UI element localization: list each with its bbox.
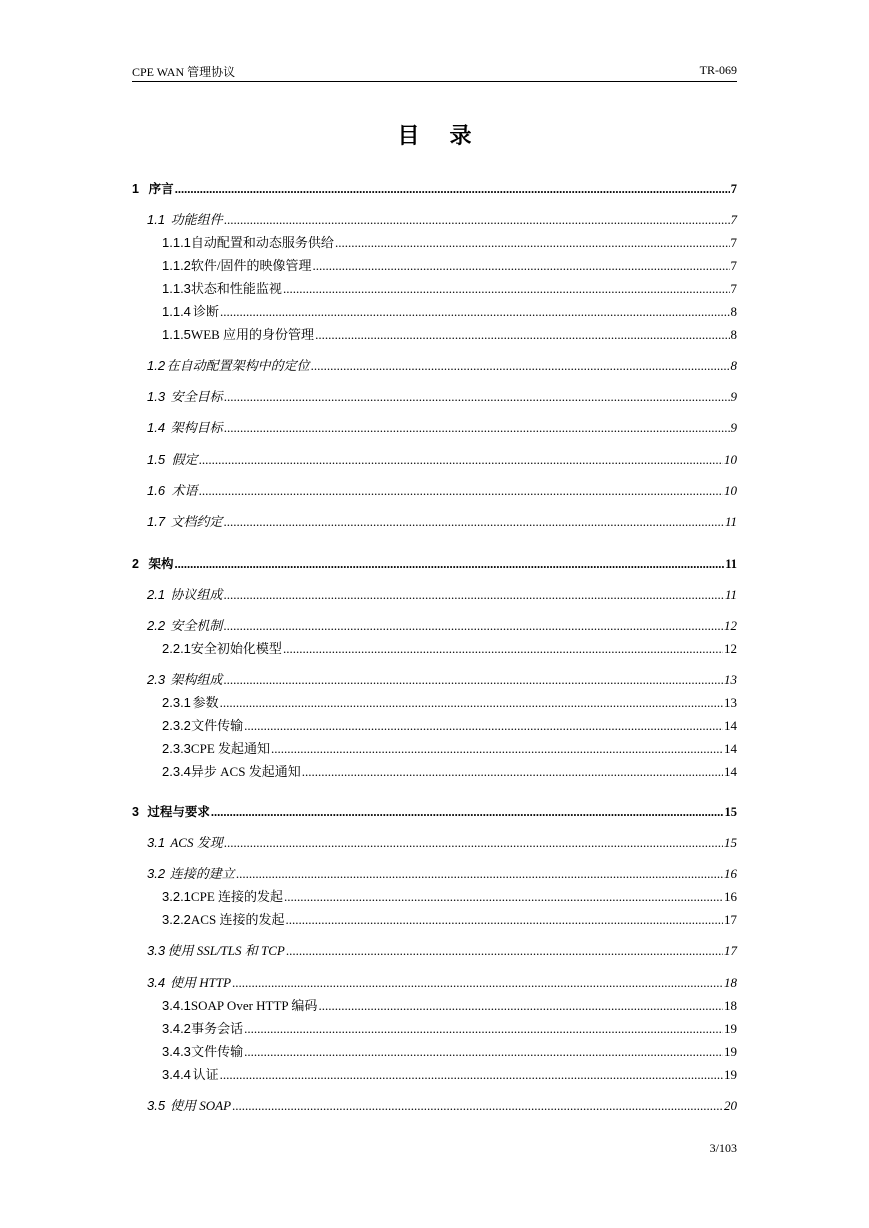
toc-entry-page: 8 [730, 327, 737, 342]
toc-entry-page: 12 [724, 641, 737, 656]
toc-entry-title: 安全初始化模型 [190, 641, 282, 656]
toc-entry-number: 1.1.4 [162, 304, 191, 319]
toc-entry-page: 20 [724, 1098, 737, 1113]
toc-entry-title: 使用 SOAP [169, 1098, 232, 1113]
toc-entry-number: 1.1.1 [162, 235, 191, 250]
toc-dot-leader [318, 997, 723, 1015]
toc-entry-number: 3 [132, 805, 139, 819]
toc-dot-leader [232, 1097, 723, 1115]
toc-entry-number: 3.4.1 [162, 998, 191, 1013]
toc-entry-page: 14 [724, 718, 737, 733]
toc-entry-page: 8 [730, 358, 737, 373]
toc-entry-number: 3.5 [147, 1098, 166, 1113]
toc-dot-leader [271, 740, 723, 758]
toc-entry-level3[interactable] [162, 280, 737, 298]
toc-entry-title: 安全目标 [170, 389, 223, 404]
toc-entry-number: 3.4.2 [162, 1021, 191, 1036]
toc-entry-level2[interactable] [147, 419, 737, 437]
toc-entry-level2[interactable] [147, 357, 737, 375]
toc-dot-leader [223, 617, 723, 635]
toc-entry-number: 1.2 [147, 358, 166, 373]
toc-entry-number: 1 [132, 182, 139, 196]
toc-entry-title: 状态和性能监视 [190, 281, 282, 296]
toc-entry-title: 使用 SSL/TLS 和 TCP [167, 943, 285, 958]
toc-entry-page: 7 [730, 235, 737, 250]
toc-entry-page: 11 [724, 514, 737, 529]
toc-dot-leader [223, 671, 723, 689]
toc-dot-leader [223, 586, 724, 604]
toc-entry-level2[interactable] [147, 834, 737, 852]
toc-entry-number: 1.1.5 [162, 327, 191, 342]
toc-entry-page: 7 [730, 258, 737, 273]
toc-dot-leader [302, 763, 723, 781]
toc-entry-title: 假定 [171, 452, 198, 467]
toc-entry-title: 架构目标 [170, 420, 223, 435]
toc-entry-page: 19 [724, 1044, 737, 1059]
toc-entry-title: 认证 [192, 1067, 219, 1082]
toc-entry-title: CPE 发起通知 [190, 741, 271, 756]
toc-dot-leader [224, 388, 730, 406]
toc-entry-title: 序言 [148, 182, 174, 196]
toc-entry-number: 2.2 [147, 618, 166, 633]
toc-entry-title: 功能组件 [170, 212, 223, 227]
toc-entry-number: 2.3.4 [162, 764, 191, 779]
toc-entry-number: 1.1.3 [162, 281, 191, 296]
toc-entry-page: 19 [724, 1067, 737, 1082]
toc-entry-page: 15 [724, 805, 737, 819]
page-number: 3/103 [709, 1141, 737, 1155]
toc-entry-title: 事务会话 [191, 1021, 244, 1036]
toc-entry-level3[interactable] [162, 257, 737, 275]
toc-entry-page: 14 [724, 741, 737, 756]
toc-dot-leader [313, 257, 730, 275]
toc-dot-leader [175, 180, 730, 198]
running-header-title: CPE WAN 管理协议 [132, 65, 236, 79]
toc-entry-level3[interactable] [162, 303, 737, 321]
toc-entry-page: 7 [730, 281, 737, 296]
toc-entry-level3[interactable] [162, 1066, 737, 1084]
toc-entry-page: 13 [724, 695, 737, 710]
toc-entry-level2[interactable] [147, 388, 737, 406]
toc-entry-title: 文件传输 [191, 1044, 244, 1059]
toc-dot-leader [284, 888, 723, 906]
toc-entry-page: 9 [730, 389, 737, 404]
toc-dot-leader [224, 419, 730, 437]
toc-entry-level2[interactable] [147, 617, 737, 635]
header-rule [132, 81, 737, 82]
toc-entry-title: 协议组成 [170, 587, 223, 602]
toc-entry-page: 18 [724, 975, 737, 990]
toc-entry-level3[interactable] [162, 717, 737, 735]
toc-entry-page: 11 [724, 587, 737, 602]
toc-entry-page: 14 [724, 764, 737, 779]
toc-entry-level3[interactable] [162, 694, 737, 712]
toc-entry-title: 过程与要求 [147, 805, 210, 819]
toc-entry-title: 架构组成 [170, 672, 223, 687]
toc-dot-leader [335, 234, 730, 252]
toc-entry-level1[interactable] [132, 803, 737, 821]
toc-entry-level1[interactable] [132, 180, 737, 198]
toc-entry-number: 1.1 [147, 212, 166, 227]
toc-dot-leader [244, 1043, 723, 1061]
toc-entry-page: 8 [730, 304, 737, 319]
toc-entry-title: 自动配置和动态服务供给 [190, 235, 334, 250]
toc-entry-number: 3.4.3 [162, 1044, 191, 1059]
toc-entry-level2[interactable] [147, 451, 737, 469]
toc-entry-number: 1.1.2 [162, 258, 191, 273]
toc-entry-page: 11 [725, 557, 737, 571]
toc-entry-number: 1.6 [147, 483, 166, 498]
toc-entry-title: 架构 [148, 557, 174, 571]
toc-entry-page: 7 [730, 212, 737, 227]
toc-entry-title: 文档约定 [170, 514, 223, 529]
toc-dot-leader [220, 694, 723, 712]
toc-entry-number: 2.2.1 [162, 641, 191, 656]
toc-entry-level3[interactable] [162, 888, 737, 906]
toc-entry-level2[interactable] [147, 974, 737, 992]
toc-entry-title: 软件/固件的映像管理 [190, 258, 312, 273]
toc-dot-leader [211, 803, 724, 821]
toc-entry-number: 3.2.2 [162, 912, 191, 927]
toc-entry-number: 2.3.2 [162, 718, 191, 733]
toc-entry-level2[interactable] [147, 865, 737, 883]
toc-entry-page: 18 [724, 998, 737, 1013]
toc-entry-page: 15 [724, 835, 737, 850]
toc-entry-level3[interactable] [162, 911, 737, 929]
toc-entry-level3[interactable] [162, 640, 737, 658]
toc-entry-number: 3.2 [147, 866, 166, 881]
toc-dot-leader [220, 303, 730, 321]
toc-entry-page: 16 [724, 889, 737, 904]
toc-dot-leader [311, 357, 730, 375]
toc-entry-number: 1.7 [147, 514, 166, 529]
toc-entry-level3[interactable] [162, 326, 737, 344]
toc-dot-leader [232, 974, 723, 992]
toc-entry-number: 2.3 [147, 672, 166, 687]
toc-entry-title: 使用 HTTP [169, 975, 232, 990]
toc-entry-level3[interactable] [162, 997, 737, 1015]
toc-dot-leader [286, 942, 723, 960]
toc-entry-number: 3.4.4 [162, 1067, 191, 1082]
toc-entry-title: 在自动配置架构中的定位 [166, 358, 310, 373]
toc-entry-title: ACS 连接的发起 [190, 912, 285, 927]
toc-entry-number: 2.3.3 [162, 741, 191, 756]
toc-entry-page: 12 [724, 618, 737, 633]
toc-entry-level2[interactable] [147, 1097, 737, 1115]
toc-entry-level2[interactable] [147, 942, 737, 960]
toc-entry-page: 17 [724, 912, 737, 927]
toc-dot-leader [224, 211, 730, 229]
toc-dot-leader [315, 326, 729, 344]
toc-entry-number: 3.4 [147, 975, 166, 990]
toc-entry-title: 参数 [192, 695, 219, 710]
toc-entry-page: 10 [724, 483, 737, 498]
toc-dot-leader [285, 911, 723, 929]
toc-entry-title: CPE 连接的发起 [190, 889, 284, 904]
toc-entry-title: ACS 发现 [170, 835, 223, 850]
toc-entry-title: 术语 [171, 483, 198, 498]
toc-entry-number: 3.1 [147, 835, 166, 850]
toc-dot-leader [199, 482, 723, 500]
toc-entry-title: 连接的建立 [169, 866, 235, 881]
toc-entry-page: 17 [724, 943, 737, 958]
toc-dot-leader [199, 451, 723, 469]
toc-dot-leader [223, 513, 724, 531]
toc-entry-level2[interactable] [147, 586, 737, 604]
toc-dot-leader [244, 1020, 723, 1038]
toc-entry-number: 2.1 [147, 587, 166, 602]
toc-entry-level2[interactable] [147, 513, 737, 531]
toc-entry-level2[interactable] [147, 671, 737, 689]
toc-entry-number: 2 [132, 557, 139, 571]
toc-entry-title: SOAP Over HTTP 编码 [190, 998, 318, 1013]
running-header-doc-id: TR-069 [699, 63, 737, 77]
toc-entry-level2[interactable] [147, 211, 737, 229]
toc-entry-level3[interactable] [162, 234, 737, 252]
toc-entry-page: 9 [730, 420, 737, 435]
toc-entry-title: 文件传输 [191, 718, 244, 733]
toc-entry-level3[interactable] [162, 1043, 737, 1061]
toc-dot-leader [236, 865, 723, 883]
toc-entry-level2[interactable] [147, 482, 737, 500]
toc-entry-number: 1.4 [147, 420, 166, 435]
toc-dot-leader [220, 1066, 723, 1084]
toc-entry-number: 3.2.1 [162, 889, 191, 904]
toc-dot-leader [175, 555, 725, 573]
toc-dot-leader [224, 834, 723, 852]
toc-entry-title: WEB 应用的身份管理 [190, 327, 315, 342]
toc-dot-leader [244, 717, 723, 735]
toc-entry-level3[interactable] [162, 763, 737, 781]
toc-entry-level3[interactable] [162, 1020, 737, 1038]
toc-entry-level1[interactable] [132, 555, 737, 573]
toc-entry-page: 16 [724, 866, 737, 881]
toc-entry-number: 3.3 [147, 943, 166, 958]
toc-entry-page: 19 [724, 1021, 737, 1036]
toc-heading: 目录 [397, 123, 502, 148]
toc-entry-level3[interactable] [162, 740, 737, 758]
toc-entry-number: 2.3.1 [162, 695, 191, 710]
toc-entry-title: 诊断 [192, 304, 219, 319]
toc-dot-leader [283, 640, 723, 658]
toc-entry-number: 1.5 [147, 452, 166, 467]
toc-entry-page: 13 [724, 672, 737, 687]
toc-entry-number: 1.3 [147, 389, 166, 404]
toc-entry-page: 7 [730, 182, 737, 196]
toc-entry-title: 异步 ACS 发起通知 [190, 764, 301, 779]
toc-entry-page: 10 [724, 452, 737, 467]
toc-entry-title: 安全机制 [170, 618, 223, 633]
toc-dot-leader [283, 280, 730, 298]
